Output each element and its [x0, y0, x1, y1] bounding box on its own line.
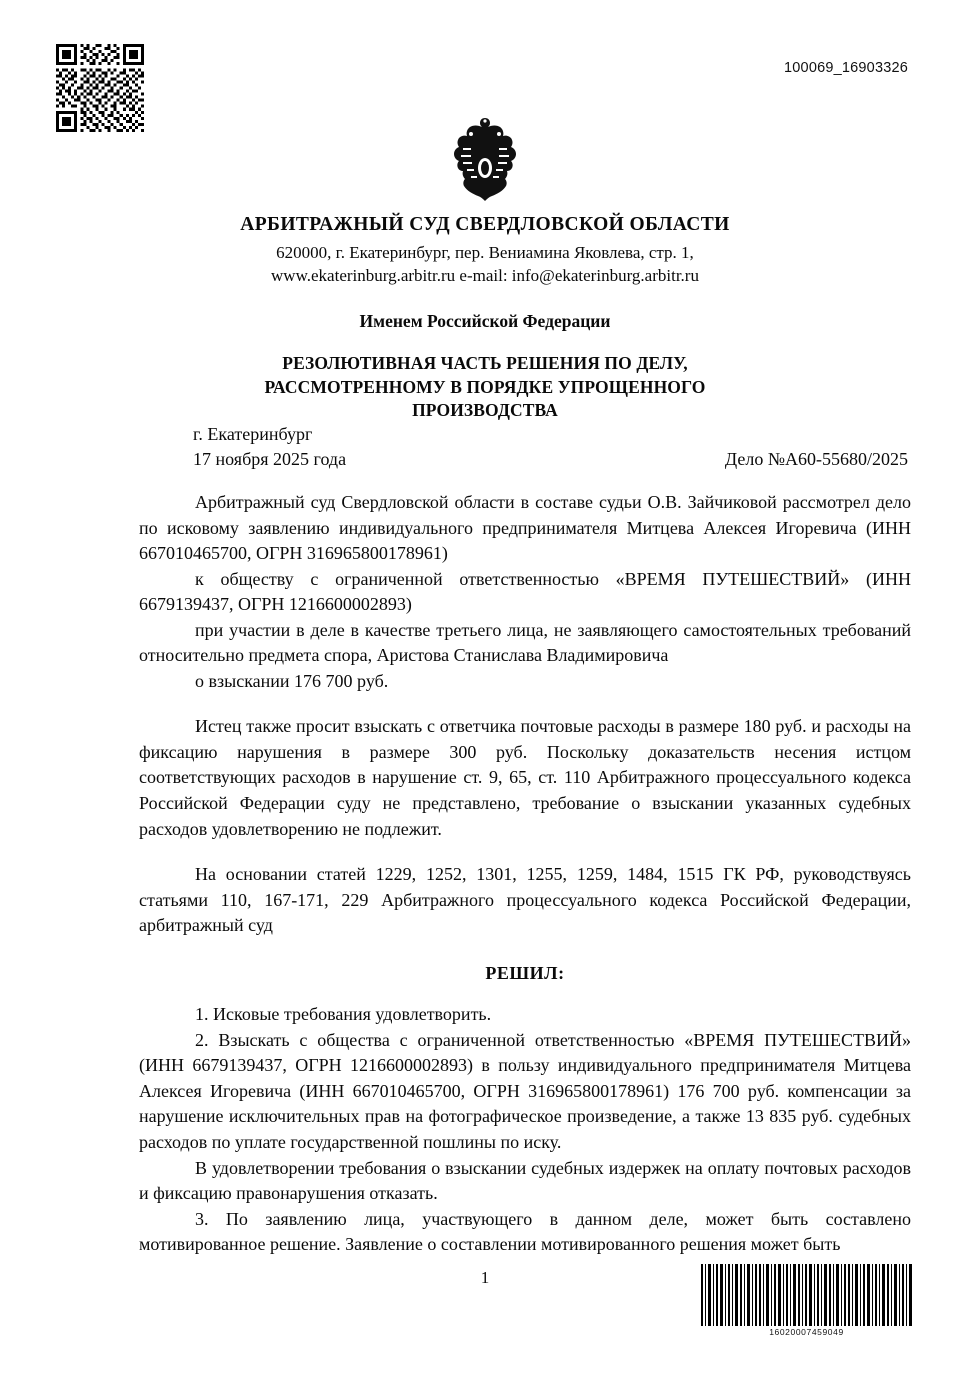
resolved-heading: РЕШИЛ:	[485, 962, 565, 983]
paragraph: к обществу с ограниченной ответственностью «ВРЕМЯ ПУТЕШЕСТВИЙ» (ИНН 6679139437, ОГРН 1216600002893)	[139, 568, 911, 615]
court-name: АРБИТРАЖНЫЙ СУД СВЕРДЛОВСКОЙ ОБЛАСТИ	[240, 214, 730, 235]
russian-coat-of-arms-icon	[439, 112, 531, 208]
place-of-issue: г. Екатеринбург	[193, 424, 313, 444]
document-id: 100069_16903326	[784, 60, 908, 76]
qr-code-icon	[56, 44, 144, 132]
document-body	[139, 490, 911, 1258]
resolution-item: В удовлетворении требования о взыскании судебных издержек на оплату почтовых расходов и фиксацию правонарушения отказать.	[139, 1157, 911, 1204]
barcode-bars	[699, 1264, 914, 1326]
paragraph: Арбитражный суд Свердловской области в составе судьи О.В. Зайчиковой рассмотрел дело по исковому заявлению индивидуального предпринимателя Митцева Алексея Игоревича (ИНН 667010465700, ОГРН 316965800178961)	[139, 492, 911, 564]
barcode-number: 16020007459049	[769, 1327, 844, 1337]
resolution-item: 3. По заявлению лица, участвующего в данном деле, может быть составлено мотивированное решение. Заявление о составлении мотивированного решения может быть	[139, 1208, 911, 1255]
paragraph: при участии в деле в качестве третьего лица, не заявляющего самостоятельных требований относительно предмета спора, Аристова Станислава Владимировича	[139, 619, 911, 666]
court-address: 620000, г. Екатеринбург, пер. Вениамина Яковлева, стр. 1,	[276, 242, 694, 262]
court-website-email: www.ekaterinburg.arbitr.ru e-mail: info@ekaterinburg.arbitr.ru	[271, 266, 699, 286]
court-header	[0, 212, 970, 288]
barcode	[699, 1264, 914, 1342]
case-number: Дело №А60-55680/2025	[724, 449, 908, 469]
page-number: 1	[480, 1268, 490, 1287]
resolution-item: 2. Взыскать с общества с ограниченной ответственностью «ВРЕМЯ ПУТЕШЕСТВИЙ» (ИНН 6679139437, ОГРН 1216600002893) в пользу индивидуального предпринимателя Митцева Алексея Игоревича (ИНН 667010465700, ОГРН 316965800178961) 176 700 руб. компенсации за нарушение исключительных прав на фотографическое произведение, а также 13 835 руб. судебных расходов по уплате государственной пошлины по иску.	[139, 1029, 911, 1153]
resolution-item: 1. Исковые требования удовлетворить.	[195, 1004, 492, 1025]
paragraph: о взыскании 176 700 руб.	[195, 670, 389, 691]
paragraph: На основании статей 1229, 1252, 1301, 1255, 1259, 1484, 1515 ГК РФ, руководствуясь статьями 110, 167-171, 229 Арбитражного процессуального кодекса Российской Федерации, арбитражный суд	[139, 864, 911, 936]
in-name-of-federation: Именем Российской Федерации	[359, 311, 611, 331]
decision-date: 17 ноября 2025 года	[193, 449, 347, 469]
paragraph: Истец также просит взыскать с ответчика почтовые расходы в размере 180 руб. и расходы на фиксацию нарушения в размере 300 руб. Поскольку доказательств несения истцом соответствующих расходов в нарушение ст. 9, 65, ст. 110 Арбитражного процессуального кодекса Российской Федерации суду не представлено, требование о взыскании указанных судебных расходов удовлетворению не подлежит.	[139, 716, 911, 839]
document-title: РЕЗОЛЮТИВНАЯ ЧАСТЬ РЕШЕНИЯ ПО ДЕЛУ, РАССМОТРЕННОМУ В ПОРЯДКЕ УПРОЩЕННОГО ПРОИЗВОДСТВА	[264, 353, 706, 421]
